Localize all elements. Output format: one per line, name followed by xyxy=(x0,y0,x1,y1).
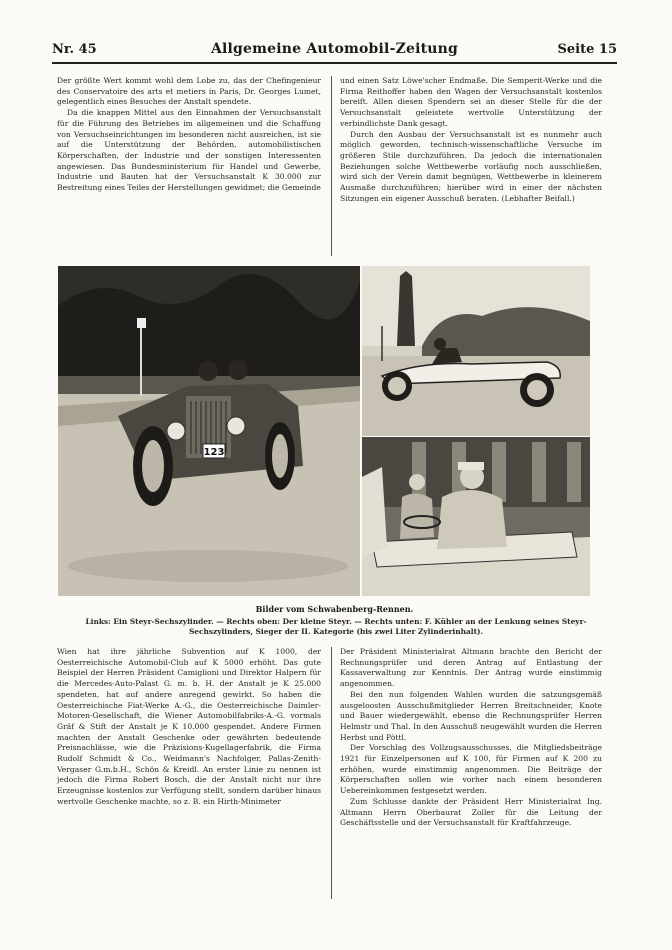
paragraph: Da die knappen Mittel aus den Einnahmen der Versuchsanstalt für die Führung des Betriebes im allgemeinen und die Schaffung von Versuchseinrichtungen im besonderen nicht ausreichen, ist sie auf die Unterstützung der Behörden, automobilistischen Körperschaften, der Industrie und der sonstigen Interessenten angewiesen. Das Bundesministerium für Handel und Gewerbe, Industrie und Bauten hat der Versuchsanstalt K 30.000 zur Bestreitung eines Teiles der Herstellungen gewidmet; die Gemeinde xyxy=(57,108,321,193)
issue-number: Nr. 45 xyxy=(52,42,97,57)
paragraph: und einen Satz Löwe'scher Endmaße. Die Semperit-Werke und die Firma Reithoffer haben den Wagen der Versuchsanstalt kostenlos bereift. Allen diesen Spendern sei an dieser Stelle für die der Versuchsanstalt geleistete wertvolle Unterstützung der verbindlichste Dank gesagt. xyxy=(340,76,602,128)
page-header xyxy=(52,38,617,60)
column-divider xyxy=(331,647,332,899)
paragraph: Der Präsident Ministerialrat Altmann brachte den Bericht der Rechnungsprüfer und deren Antrag auf Entlastung der Kassaverwaltung zur Kenntnis. Der Antrag wurde einstimmig angenommen. xyxy=(340,647,602,689)
header-rule xyxy=(52,62,617,64)
article-column-bottom-right xyxy=(340,647,602,902)
photo-steyr-six-cylinder xyxy=(58,266,360,596)
article-column-top-left xyxy=(57,76,321,256)
photo-caption-text: Links: Ein Steyr-Sechszylinder. — Rechts oben: Der kleine Steyr. — Rechts unten: F. Kühler an der Lenkung seines Steyr-Sechszylinders, Sieger der II. Kategorie (bis zwei Liter Zylinderinhalt). xyxy=(85,617,587,636)
photo-driver-kuehler xyxy=(362,437,590,596)
article-column-bottom-left xyxy=(57,647,321,902)
paragraph: Durch den Ausbau der Versuchsanstalt ist es nunmehr auch möglich geworden, technisch-wissenschaftliche Versuche im größeren Stile durchzuführen. Da jedoch die internationalen Beziehungen solche Wettbewerbe vorläufig noch ausschließen, wird sich der Verein damit begnügen, Wettbewerbe in kleinerem Ausmaße durchzuführen; hierüber wird in einer der nächsten Sitzungen ein eigener Ausschuß beraten. (Lebhafter Beifall.) xyxy=(340,129,602,203)
newspaper-title: Allgemeine Automobil-Zeitung xyxy=(210,41,459,57)
license-plate: 123 xyxy=(203,447,225,458)
photo-small-steyr xyxy=(362,266,590,436)
paragraph: Wien hat ihre jährliche Subvention auf K 1000, der Oesterreichische Automobil-Club auf K 5000 erhöht. Das gute Beispiel der Herren Präsident Camiglioni und Direktor Halpern für die Mercedes-Auto-Palast G. m. b. H. der Anstalt je K 25.000 spendeten, hat auf andere anregend gewirkt. So haben die Oesterreichische Fiat-Werke A.-G., die Oesterreichische Daimler-Motoren-Gesellschaft, die Wiener Automobilfabriks-A.-G. vormals Gräf & Stift der Anstalt je K 10.000 gespendet. Andere Firmen machten der Anstalt Geschenke oder gewährten bedeutende Preisnachlässe, wie die Präzisions-Kugellagerfabrik, die Firma Rudolf Schmidt & Co., Weidmann's Nachfolger, Pallas-Zenith-Vergaser G.m.b.H., Schön & Kreidl. An erster Linie zu nennen ist jedoch die Firma Robert Bosch, die der Anstalt nicht nur ihre Erzeugnisse kostenlos zur Verfügung stellt, sondern darüber hinaus wertvolle Geschenke machte, so z. B. ein Hirth-Minimeter xyxy=(57,647,321,806)
paragraph: Zum Schlusse dankte der Präsident Herr Ministerialrat Ing. Altmann Herrn Oberbaurat Zoller für die Leitung der Geschäftsstelle und der Versuchsanstalt für Kraftfahrzeuge. xyxy=(340,796,602,828)
photo-caption-title: Bilder vom Schwabenberg-Rennen. xyxy=(255,604,414,614)
column-divider xyxy=(331,76,332,256)
page-number: Seite 15 xyxy=(557,42,617,57)
paragraph: Der Vorschlag des Vollzugsausschusses, die Mitgliedsbeiträge 1921 für Einzelpersonen auf K 100, für Firmen auf K 200 zu erhöhen, wurde einstimmig angenommen. Die Beiträge der Körperschaften sollen wie vorher nach einem besonderen Uebereinkommen festgesetzt werden. xyxy=(340,743,602,796)
article-column-top-right xyxy=(340,76,602,256)
paragraph: Bei den nun folgenden Wahlen wurden die satzungsgemäß ausgeloosten Ausschußmitglieder Herren Breitschneider, Knote und Bauer wiedergewählt, ebenso die Rechnungsprüfer Herren Helmstr und Thal. In den Ausschuß neugewählt wurden die Herren Herbst und Pöttl. xyxy=(340,689,602,742)
paragraph: Der größte Wert kommt wohl dem Lobe zu, das der Chefingenieur des Conservatoire des arts et metiers in Paris, Dr. Georges Lumet, gelegentlich eines Besuches der Anstalt spendete. xyxy=(57,76,321,107)
